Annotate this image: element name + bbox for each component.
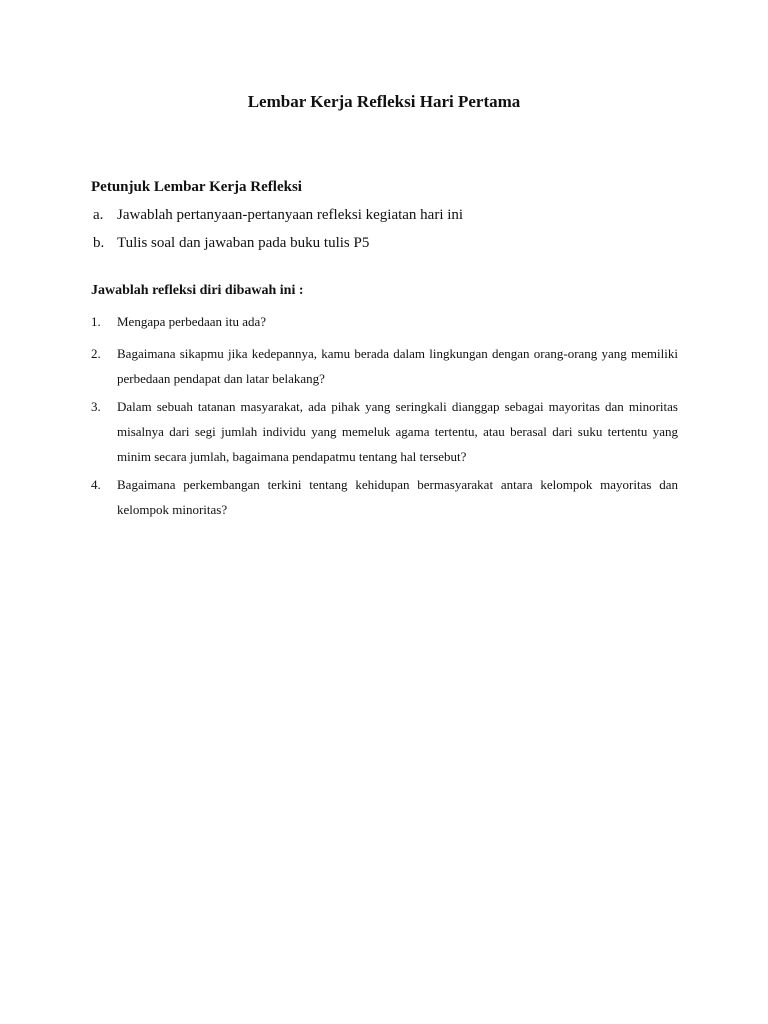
question-text: Dalam sebuah tatanan masyarakat, ada pihak yang seringkali dianggap sebagai mayoritas dan minoritas misalnya dari segi jumlah individu yang memeluk agama tertentu, atau berasal dari suku tertentu yang minim secara jumlah, bagaimana pendapatmu tentang hal tersebut? bbox=[117, 399, 678, 464]
instruction-text: Tulis soal dan jawaban pada buku tulis P5 bbox=[117, 235, 370, 251]
instruction-text: Jawablah pertanyaan-pertanyaan refleksi kegiatan hari ini bbox=[117, 207, 464, 223]
question-text: Mengapa perbedaan itu ada? bbox=[117, 314, 267, 329]
question-item bbox=[91, 341, 678, 391]
instructions-list bbox=[91, 204, 681, 260]
question-number: 3. bbox=[91, 399, 101, 414]
question-text: Bagaimana sikapmu jika kedepannya, kamu berada dalam lingkungan dengan orang-orang yang memiliki perbedaan pendapat dan latar belakang? bbox=[117, 346, 678, 386]
instruction-marker: a. bbox=[93, 207, 104, 223]
instruction-marker: b. bbox=[93, 235, 105, 251]
questions-heading: Jawablah refleksi diri dibawah ini : bbox=[91, 283, 304, 298]
question-item bbox=[91, 394, 678, 469]
instruction-item bbox=[91, 204, 681, 232]
instructions-heading: Petunjuk Lembar Kerja Refleksi bbox=[91, 179, 302, 195]
question-item bbox=[91, 309, 678, 334]
instruction-item bbox=[91, 232, 681, 260]
question-number: 2. bbox=[91, 346, 101, 361]
question-item bbox=[91, 472, 678, 522]
question-text: Bagaimana perkembangan terkini tentang kehidupan bermasyarakat antara kelompok mayoritas dan kelompok minoritas? bbox=[117, 477, 678, 517]
questions-list bbox=[91, 309, 678, 525]
page-title: Lembar Kerja Refleksi Hari Pertama bbox=[247, 92, 521, 111]
question-number: 4. bbox=[91, 477, 101, 492]
question-number: 1. bbox=[91, 314, 101, 329]
